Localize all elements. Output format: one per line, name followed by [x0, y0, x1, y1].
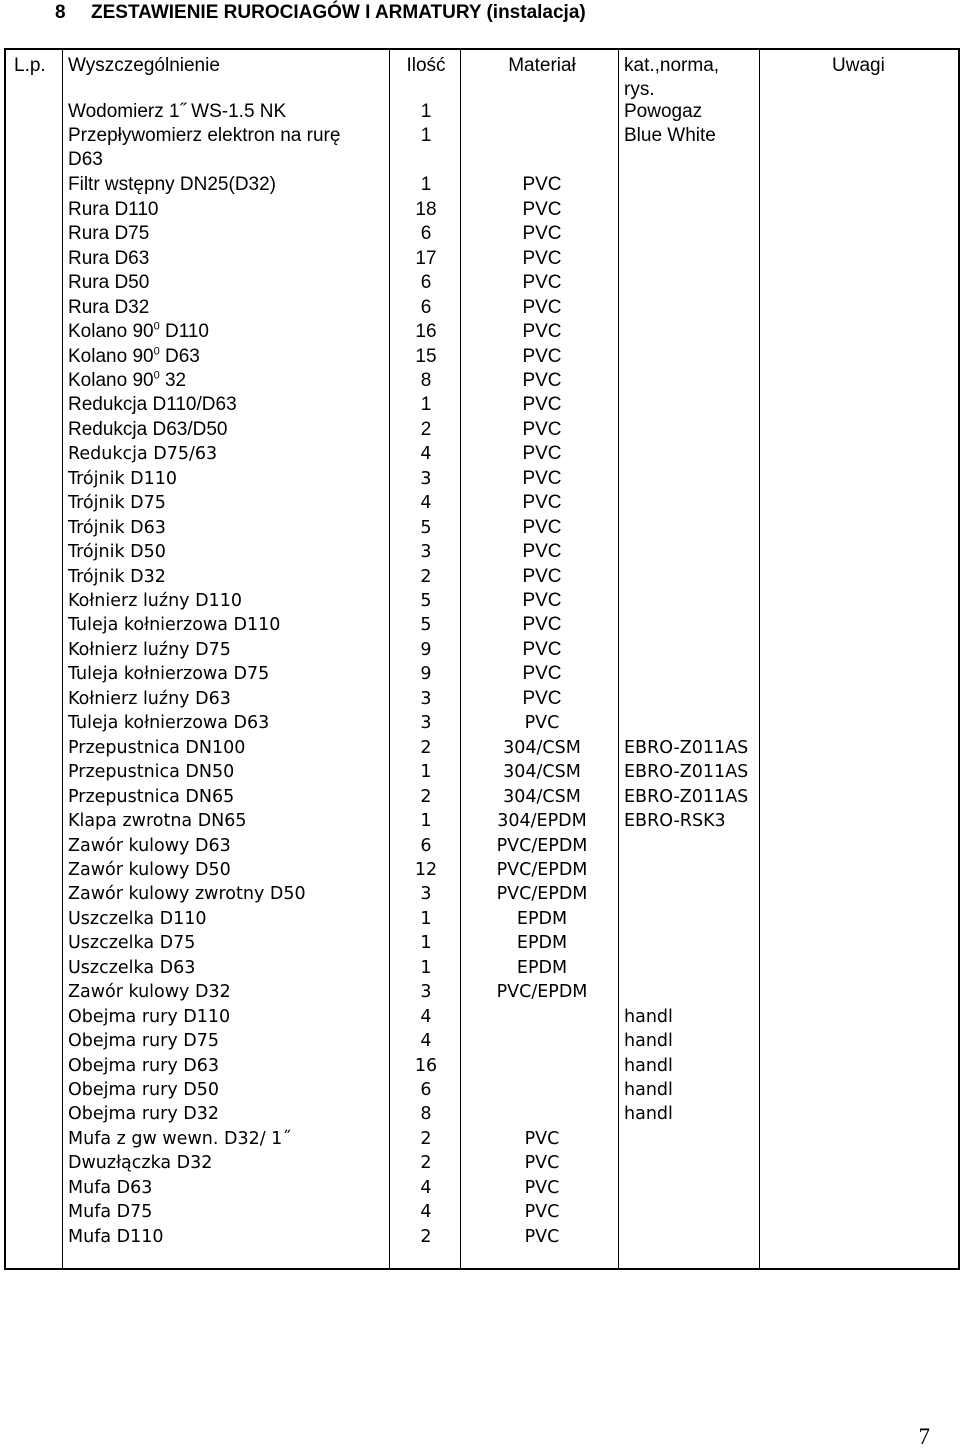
table-row	[6, 345, 958, 369]
table-row	[6, 613, 958, 637]
item-catalog: handl	[624, 1006, 673, 1027]
table-row	[6, 589, 958, 613]
table-row	[6, 124, 958, 171]
item-qty: 4	[420, 1202, 432, 1223]
degree-superscript: 0	[153, 320, 160, 333]
item-material: PVC	[522, 174, 562, 196]
item-qty: 2	[420, 1153, 432, 1174]
item-material: EPDM	[516, 908, 568, 929]
item-material: PVC	[524, 1226, 560, 1247]
item-name	[68, 124, 340, 172]
section-number: 8	[55, 2, 66, 23]
table-row	[6, 173, 958, 197]
item-material: PVC	[522, 394, 562, 416]
item-name	[68, 662, 269, 686]
table-row	[6, 418, 958, 442]
item-name	[68, 809, 247, 833]
header-kat-line1: kat.,norma,	[624, 55, 720, 76]
item-name-text: Mufa D63	[68, 1177, 153, 1198]
item-name-text: Redukcja D75/63	[68, 444, 218, 465]
item-material: PVC	[522, 590, 562, 611]
table-row	[6, 1054, 958, 1078]
item-name-text: Rura D63	[68, 247, 150, 269]
item-material: PVC	[522, 345, 562, 367]
item-name-text: Obejma rury D110	[68, 1006, 231, 1027]
degree-superscript: 0	[153, 345, 160, 358]
item-name-text: Zawór kulowy D50	[68, 859, 231, 880]
table-row	[6, 467, 958, 491]
item-material: 304/CSM	[503, 762, 581, 783]
degree-superscript: 0	[153, 369, 160, 382]
table-row	[6, 247, 958, 271]
item-name-suffix: 32	[159, 369, 187, 391]
item-material: PVC	[522, 321, 562, 343]
item-name	[68, 198, 158, 222]
item-qty: 3	[420, 884, 432, 905]
item-qty: 16	[415, 321, 437, 343]
item-name	[68, 296, 149, 320]
item-material: PVC	[522, 516, 562, 538]
item-name	[68, 736, 245, 760]
item-name	[68, 100, 286, 124]
item-name-text: Uszczelka D63	[68, 957, 196, 978]
table-row	[6, 565, 958, 589]
item-name-text: Zawór kulowy D32	[68, 982, 231, 1003]
item-name	[68, 222, 149, 246]
item-name-suffix: D110	[159, 321, 209, 343]
item-qty: 2	[420, 786, 432, 807]
item-name-text: Zawór kulowy zwrotny D50	[68, 884, 306, 905]
item-material: PVC	[522, 369, 562, 391]
item-name-text: Zawór kulowy D63	[68, 835, 231, 856]
table-row	[6, 1127, 958, 1151]
item-material: EPDM	[516, 933, 568, 954]
item-material: PVC/EPDM	[496, 859, 588, 880]
item-qty: 2	[420, 418, 432, 440]
table-header	[6, 50, 958, 98]
table-row	[6, 393, 958, 417]
item-name-text: Obejma rury D75	[68, 1031, 219, 1052]
item-catalog: handl	[624, 1080, 673, 1100]
item-catalog: EBRO-Z011AS	[624, 762, 749, 783]
item-material: PVC	[524, 1153, 560, 1174]
item-qty: 6	[420, 296, 432, 318]
item-name	[68, 589, 242, 613]
item-qty: 5	[420, 615, 432, 636]
item-name-text: Trójnik D75	[68, 493, 166, 514]
item-name-text: Redukcja D110/D63	[68, 394, 237, 416]
item-name	[68, 369, 186, 393]
item-catalog: handl	[624, 1104, 673, 1125]
item-name-text: Obejma rury D50	[68, 1080, 219, 1100]
item-material: PVC	[522, 418, 562, 440]
item-qty: 2	[420, 1226, 432, 1247]
item-qty: 4	[420, 1177, 432, 1198]
item-material: PVC	[522, 541, 562, 563]
item-name-text: Kołnierz luźny D110	[68, 591, 242, 611]
item-qty: 3	[420, 713, 432, 734]
item-name-text: Tuleja kołnierzowa D110	[68, 615, 281, 636]
item-name	[68, 1005, 230, 1029]
item-qty: 2	[420, 737, 432, 758]
item-qty: 3	[420, 468, 432, 489]
item-name-text: Trójnik D32	[68, 566, 166, 587]
item-qty: 8	[420, 369, 432, 391]
item-name	[68, 540, 166, 564]
item-name-text: Rura D32	[68, 296, 150, 318]
item-name-text: Przepływomierz elektron na rurę	[68, 125, 341, 147]
item-name-text: Rura D75	[68, 223, 150, 245]
item-name	[68, 393, 237, 417]
table-row	[6, 956, 958, 980]
item-name	[68, 638, 231, 662]
item-name	[68, 1200, 152, 1224]
item-name-text: Tuleja kołnierzowa D75	[68, 664, 270, 685]
item-name	[68, 491, 166, 515]
item-name	[68, 1054, 219, 1078]
item-qty: 6	[420, 272, 432, 294]
section-title: ZESTAWIENIE RUROCIAGÓW I ARMATURY (instalacja)	[91, 2, 586, 23]
item-name	[68, 271, 149, 295]
item-name	[68, 516, 166, 540]
item-name	[68, 565, 166, 589]
item-name	[68, 956, 195, 980]
table-row	[6, 809, 958, 833]
item-material: PVC	[522, 467, 562, 489]
item-qty: 1	[420, 908, 432, 929]
item-name	[68, 882, 306, 906]
item-qty: 4	[420, 493, 432, 514]
item-name	[68, 1127, 291, 1151]
item-name-text: Mufa D75	[68, 1202, 153, 1223]
table-row	[6, 516, 958, 540]
section-heading	[55, 2, 586, 24]
table-row	[6, 785, 958, 809]
item-name-suffix: D63	[159, 345, 200, 367]
item-material: PVC/EPDM	[496, 835, 588, 856]
table-row	[6, 1225, 958, 1249]
item-material: PVC	[522, 492, 562, 514]
item-qty: 1	[420, 101, 432, 122]
table-row	[6, 1200, 958, 1224]
item-material: 304/CSM	[503, 737, 581, 758]
item-name-text: Wodomierz 1˝ WS-1.5 NK	[68, 101, 287, 122]
item-material: PVC/EPDM	[496, 884, 588, 905]
item-qty: 1	[420, 394, 432, 416]
header-qty: Ilość	[406, 55, 446, 76]
item-name-text: Mufa D110	[68, 1226, 164, 1247]
item-qty: 1	[420, 811, 432, 832]
item-qty: 4	[420, 1006, 432, 1027]
item-material: PVC	[522, 272, 562, 294]
item-material: PVC	[524, 1128, 560, 1149]
table-row	[6, 296, 958, 320]
item-catalog: handl	[624, 1055, 673, 1076]
item-name	[68, 834, 231, 858]
item-name-text: Przepustnica DN100	[68, 737, 246, 758]
header-kat-line2: rys.	[624, 79, 655, 100]
item-qty: 1	[420, 933, 432, 954]
table-row	[6, 662, 958, 686]
item-qty: 1	[420, 174, 432, 196]
item-name-text: Obejma rury D32	[68, 1104, 219, 1125]
item-catalog: Blue White	[624, 125, 716, 147]
item-name	[68, 173, 276, 197]
item-qty: 5	[420, 591, 432, 611]
item-name-text: Kołnierz luźny D75	[68, 639, 231, 660]
item-name-text: Kolano 90	[68, 345, 154, 367]
item-material: PVC	[522, 443, 562, 465]
item-name-text: Redukcja D63/D50	[68, 418, 228, 440]
item-name	[68, 1078, 219, 1102]
table-row	[6, 442, 958, 466]
item-name-text: Przepustnica DN50	[68, 762, 235, 783]
item-material: PVC	[524, 1202, 560, 1223]
item-name	[68, 345, 200, 369]
table-row	[6, 638, 958, 662]
item-material: PVC	[524, 713, 560, 734]
item-name	[68, 1102, 219, 1126]
table-row	[6, 1176, 958, 1200]
item-catalog: EBRO-Z011AS	[624, 786, 749, 807]
item-material: PVC	[524, 1177, 560, 1198]
item-qty: 12	[414, 859, 438, 880]
table-row	[6, 980, 958, 1004]
item-qty: 9	[420, 639, 432, 660]
item-name	[68, 760, 234, 784]
page-number: 7	[918, 1424, 930, 1449]
item-name-text: Trójnik D63	[68, 517, 166, 538]
item-name-text: Rura D50	[68, 272, 150, 294]
item-name-text: Filtr wstępny DN25(D32)	[68, 174, 276, 196]
item-name	[68, 442, 217, 466]
item-name	[68, 785, 234, 809]
item-name	[68, 931, 195, 955]
item-qty: 6	[420, 1080, 432, 1100]
item-qty: 5	[420, 517, 432, 538]
item-catalog: EBRO-Z011AS	[624, 737, 749, 758]
item-name	[68, 1225, 164, 1249]
item-name	[68, 613, 280, 637]
item-qty: 3	[420, 982, 432, 1003]
item-qty: 6	[420, 835, 432, 856]
item-name-text: Uszczelka D75	[68, 933, 196, 954]
item-name-text: Obejma rury D63	[68, 1055, 219, 1076]
table-row	[6, 271, 958, 295]
item-name	[68, 687, 231, 711]
item-material: PVC	[522, 663, 562, 685]
item-qty: 4	[420, 444, 432, 465]
item-qty: 8	[420, 1104, 432, 1125]
table-row	[6, 907, 958, 931]
item-material: 304/CSM	[503, 786, 581, 807]
item-material: PVC	[522, 614, 562, 636]
table-row	[6, 687, 958, 711]
item-name-text: Klapa zwrotna DN65	[68, 811, 247, 832]
item-catalog: EBRO-RSK3	[624, 811, 726, 832]
item-name	[68, 1029, 219, 1053]
item-name-text: Przepustnica DN65	[68, 786, 235, 807]
item-name-text: Rura D110	[68, 198, 159, 220]
item-name-text: Kolano 90	[68, 369, 154, 391]
item-material: PVC	[522, 638, 562, 660]
item-qty: 18	[415, 198, 437, 220]
item-name-text: Kołnierz luźny D63	[68, 688, 231, 709]
item-material: PVC	[522, 247, 562, 269]
item-qty: 17	[415, 247, 437, 269]
table-row	[6, 858, 958, 882]
item-material: PVC	[522, 198, 562, 220]
item-name-text: Mufa z gw wewn. D32/ 1˝	[68, 1128, 292, 1149]
table-row	[6, 198, 958, 222]
table-row	[6, 320, 958, 344]
item-name	[68, 858, 231, 882]
table-row	[6, 882, 958, 906]
table-row	[6, 540, 958, 564]
table-row	[6, 222, 958, 246]
table-row	[6, 1005, 958, 1029]
item-name	[68, 980, 231, 1004]
item-material: PVC/EPDM	[496, 982, 588, 1003]
item-name-text: Trójnik D50	[68, 542, 166, 563]
item-name	[68, 247, 149, 271]
table-row	[6, 369, 958, 393]
item-name	[68, 320, 209, 344]
item-name-continuation: D63	[68, 149, 103, 171]
item-name-text: Uszczelka D110	[68, 908, 207, 929]
table-row	[6, 1078, 958, 1102]
item-qty: 1	[420, 957, 432, 978]
item-qty: 3	[420, 542, 432, 563]
table-row	[6, 1029, 958, 1053]
item-material: PVC	[522, 565, 562, 587]
item-name-text: Tuleja kołnierzowa D63	[68, 713, 270, 734]
header-name: Wyszczególnienie	[68, 55, 220, 76]
item-qty: 15	[415, 345, 437, 367]
table-row	[6, 100, 958, 124]
item-catalog: handl	[624, 1031, 673, 1052]
item-name	[68, 907, 207, 931]
item-name	[68, 418, 227, 442]
item-qty: 6	[420, 223, 432, 245]
header-lp: L.p.	[14, 55, 46, 76]
item-name-text: Trójnik D110	[68, 468, 178, 489]
item-name-text: Dwuzłączka D32	[68, 1153, 213, 1174]
table-row	[6, 760, 958, 784]
item-name	[68, 1176, 152, 1200]
table-row	[6, 711, 958, 735]
item-name-text: Kolano 90	[68, 321, 154, 343]
item-qty: 16	[414, 1055, 438, 1076]
table-row	[6, 491, 958, 515]
item-qty: 9	[420, 664, 432, 685]
table-row	[6, 1102, 958, 1126]
item-material: PVC	[522, 687, 562, 709]
item-name	[68, 467, 177, 491]
item-catalog: Powogaz	[624, 101, 703, 122]
item-qty: 3	[420, 688, 432, 709]
materials-table	[4, 48, 960, 1270]
item-qty: 4	[420, 1031, 432, 1052]
item-material: PVC	[522, 296, 562, 318]
item-material: 304/EPDM	[497, 811, 587, 832]
item-qty: 2	[420, 1128, 432, 1149]
header-material: Materiał	[508, 55, 576, 76]
item-qty: 1	[420, 762, 432, 783]
item-qty: 2	[420, 566, 432, 587]
table-row	[6, 1151, 958, 1175]
item-qty: 1	[420, 125, 432, 147]
table-row	[6, 834, 958, 858]
item-material: PVC	[522, 223, 562, 245]
item-name	[68, 1151, 212, 1175]
header-notes: Uwagi	[832, 55, 885, 76]
header-kat	[624, 54, 719, 102]
item-name	[68, 711, 269, 735]
table-row	[6, 736, 958, 760]
item-material: EPDM	[516, 957, 568, 978]
table-row	[6, 931, 958, 955]
